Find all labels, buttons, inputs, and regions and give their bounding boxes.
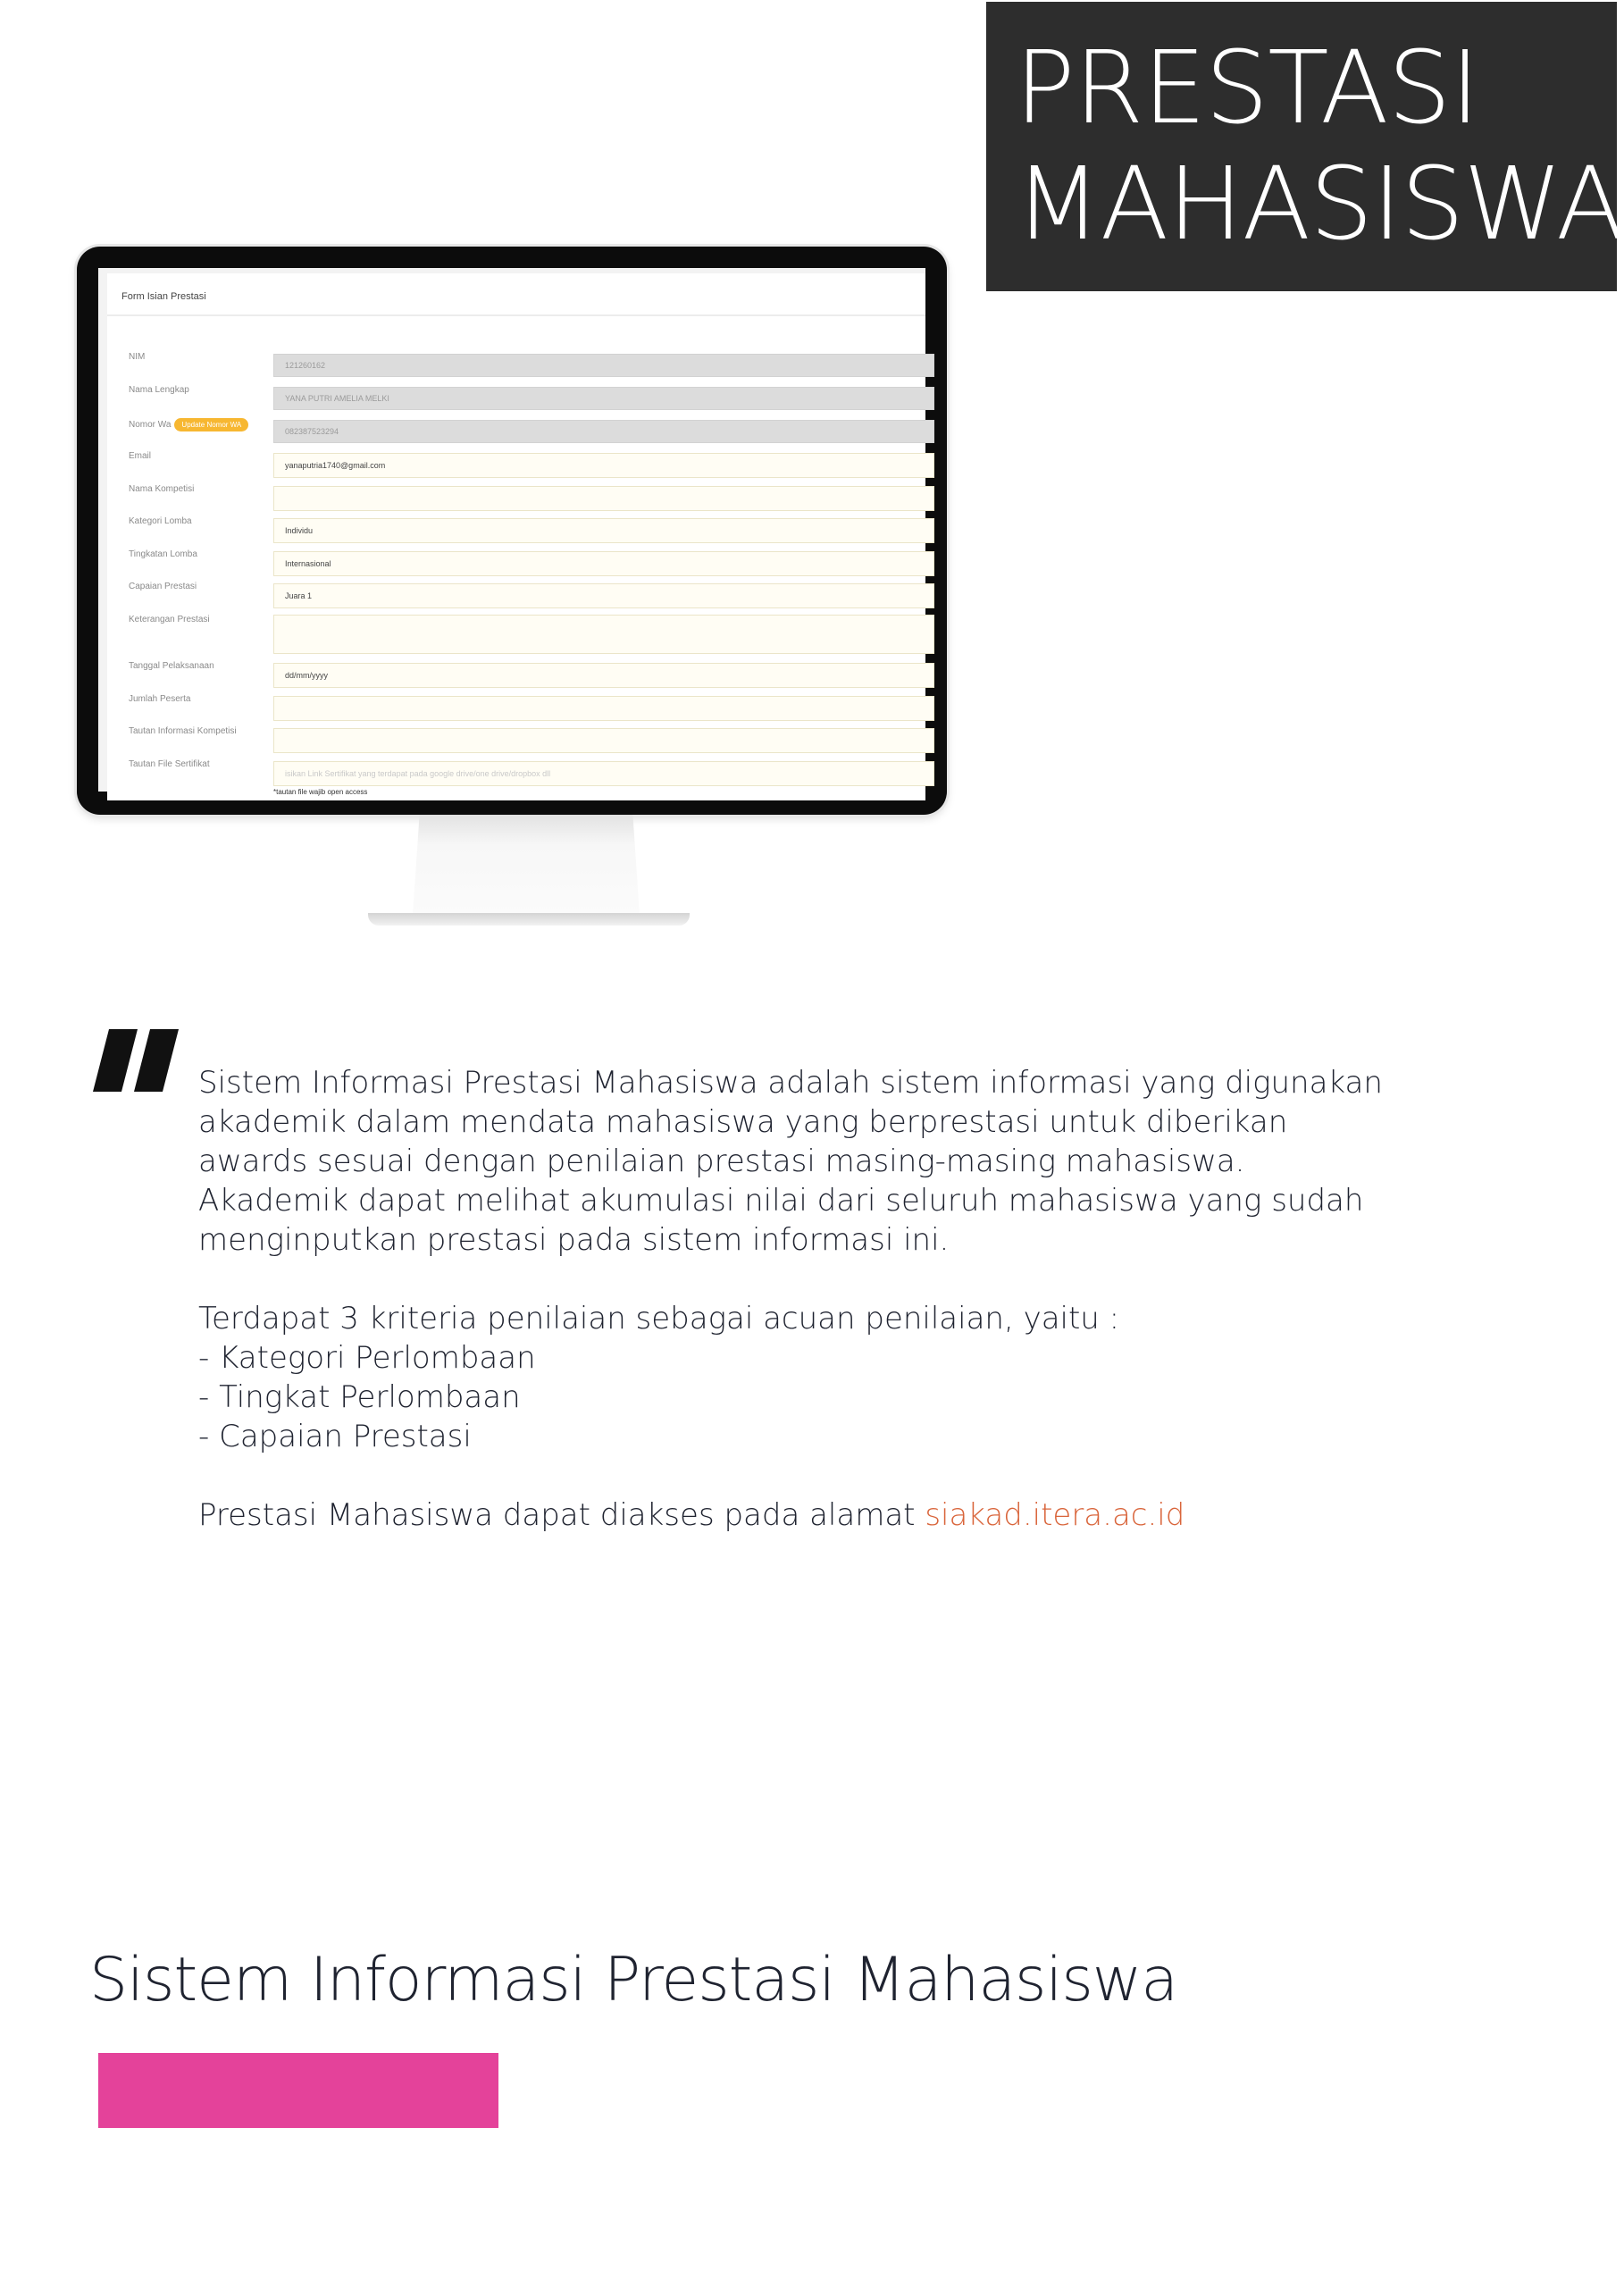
title-line-2: MAHASISWA bbox=[1015, 147, 1624, 263]
monitor-stand bbox=[413, 815, 640, 915]
form-title: Form Isian Prestasi bbox=[107, 273, 925, 316]
wa-label-text: Nomor Wa bbox=[129, 420, 172, 431]
quote-icon bbox=[93, 1029, 179, 1092]
description-line: Akademik dapat melihat akumulasi nilai dari seluruh mahasiswa yang sudah bbox=[198, 1183, 1364, 1219]
update-wa-button[interactable]: Update Nomor WA bbox=[174, 418, 248, 431]
bottom-title: Sistem Informasi Prestasi Mahasiswa bbox=[89, 1945, 1178, 2015]
paragraph-gap bbox=[198, 1260, 1449, 1299]
keterangan-label: Keterangan Prestasi bbox=[129, 615, 210, 624]
tingkatan-select[interactable]: Internasional bbox=[273, 551, 934, 576]
kategori-select[interactable]: Individu bbox=[273, 518, 934, 543]
monitor-screen bbox=[98, 268, 925, 796]
sertifikat-field[interactable]: isikan Link Sertifikat yang terdapat pada google drive/one drive/dropbox dll bbox=[273, 761, 934, 786]
criteria-item: - Kategori Perlombaan bbox=[198, 1340, 536, 1376]
access-text: Prestasi Mahasiswa dapat diakses pada alamat bbox=[198, 1497, 925, 1533]
nim-label: NIM bbox=[129, 352, 146, 362]
tautan-info-field[interactable] bbox=[273, 728, 934, 753]
criteria-item: - Capaian Prestasi bbox=[198, 1419, 472, 1454]
email-label: Email bbox=[129, 451, 152, 461]
tautan-info-label: Tautan Informasi Kompetisi bbox=[129, 726, 237, 736]
tanggal-field[interactable]: dd/mm/yyyy bbox=[273, 663, 934, 688]
capaian-label: Capaian Prestasi bbox=[129, 582, 197, 591]
kompetisi-field[interactable] bbox=[273, 486, 934, 511]
sertifikat-note: *tautan file wajib open access bbox=[273, 788, 368, 796]
description-line: akademik dalam mendata mahasiswa yang berprestasi untuk diberikan bbox=[198, 1104, 1288, 1140]
description-line: awards sesuai dengan penilaian prestasi masing-masing mahasiswa. bbox=[198, 1144, 1245, 1179]
tanggal-label: Tanggal Pelaksanaan bbox=[129, 661, 214, 671]
kategori-label: Kategori Lomba bbox=[129, 516, 192, 526]
criteria-item: - Tingkat Perlombaan bbox=[198, 1379, 521, 1415]
description-line: menginputkan prestasi pada sistem informasi ini. bbox=[198, 1222, 950, 1258]
nama-field[interactable]: YANA PUTRI AMELIA MELKI bbox=[273, 387, 934, 410]
kompetisi-label: Nama Kompetisi bbox=[129, 484, 195, 494]
sertifikat-label: Tautan File Sertifikat bbox=[129, 759, 210, 769]
description bbox=[198, 1063, 1449, 1535]
nama-label: Nama Lengkap bbox=[129, 385, 189, 395]
wa-field[interactable]: 082387523294 bbox=[273, 420, 934, 443]
keterangan-textarea[interactable] bbox=[273, 615, 934, 654]
title-block bbox=[986, 2, 1624, 291]
wa-label bbox=[129, 418, 248, 431]
paragraph-gap bbox=[198, 1456, 1449, 1495]
peserta-field[interactable] bbox=[273, 696, 934, 721]
monitor-stand-base bbox=[368, 913, 690, 926]
tingkatan-label: Tingkatan Lomba bbox=[129, 549, 197, 559]
access-line bbox=[198, 1495, 1449, 1535]
title-line-1: PRESTASI bbox=[1015, 30, 1479, 147]
capaian-select[interactable]: Juara 1 bbox=[273, 583, 934, 608]
form-card bbox=[107, 273, 925, 800]
criteria-intro: Terdapat 3 kriteria penilaian sebagai acuan penilaian, yaitu : bbox=[198, 1301, 1120, 1336]
monitor-mockup bbox=[77, 247, 947, 815]
access-link[interactable]: siakad.itera.ac.id bbox=[925, 1497, 1185, 1533]
description-line: Sistem Informasi Prestasi Mahasiswa adalah sistem informasi yang digunakan bbox=[198, 1065, 1383, 1101]
peserta-label: Jumlah Peserta bbox=[129, 694, 191, 704]
nim-field[interactable]: 121260162 bbox=[273, 354, 934, 377]
email-field[interactable]: yanaputria1740@gmail.com bbox=[273, 453, 934, 478]
accent-bar bbox=[98, 2053, 498, 2128]
